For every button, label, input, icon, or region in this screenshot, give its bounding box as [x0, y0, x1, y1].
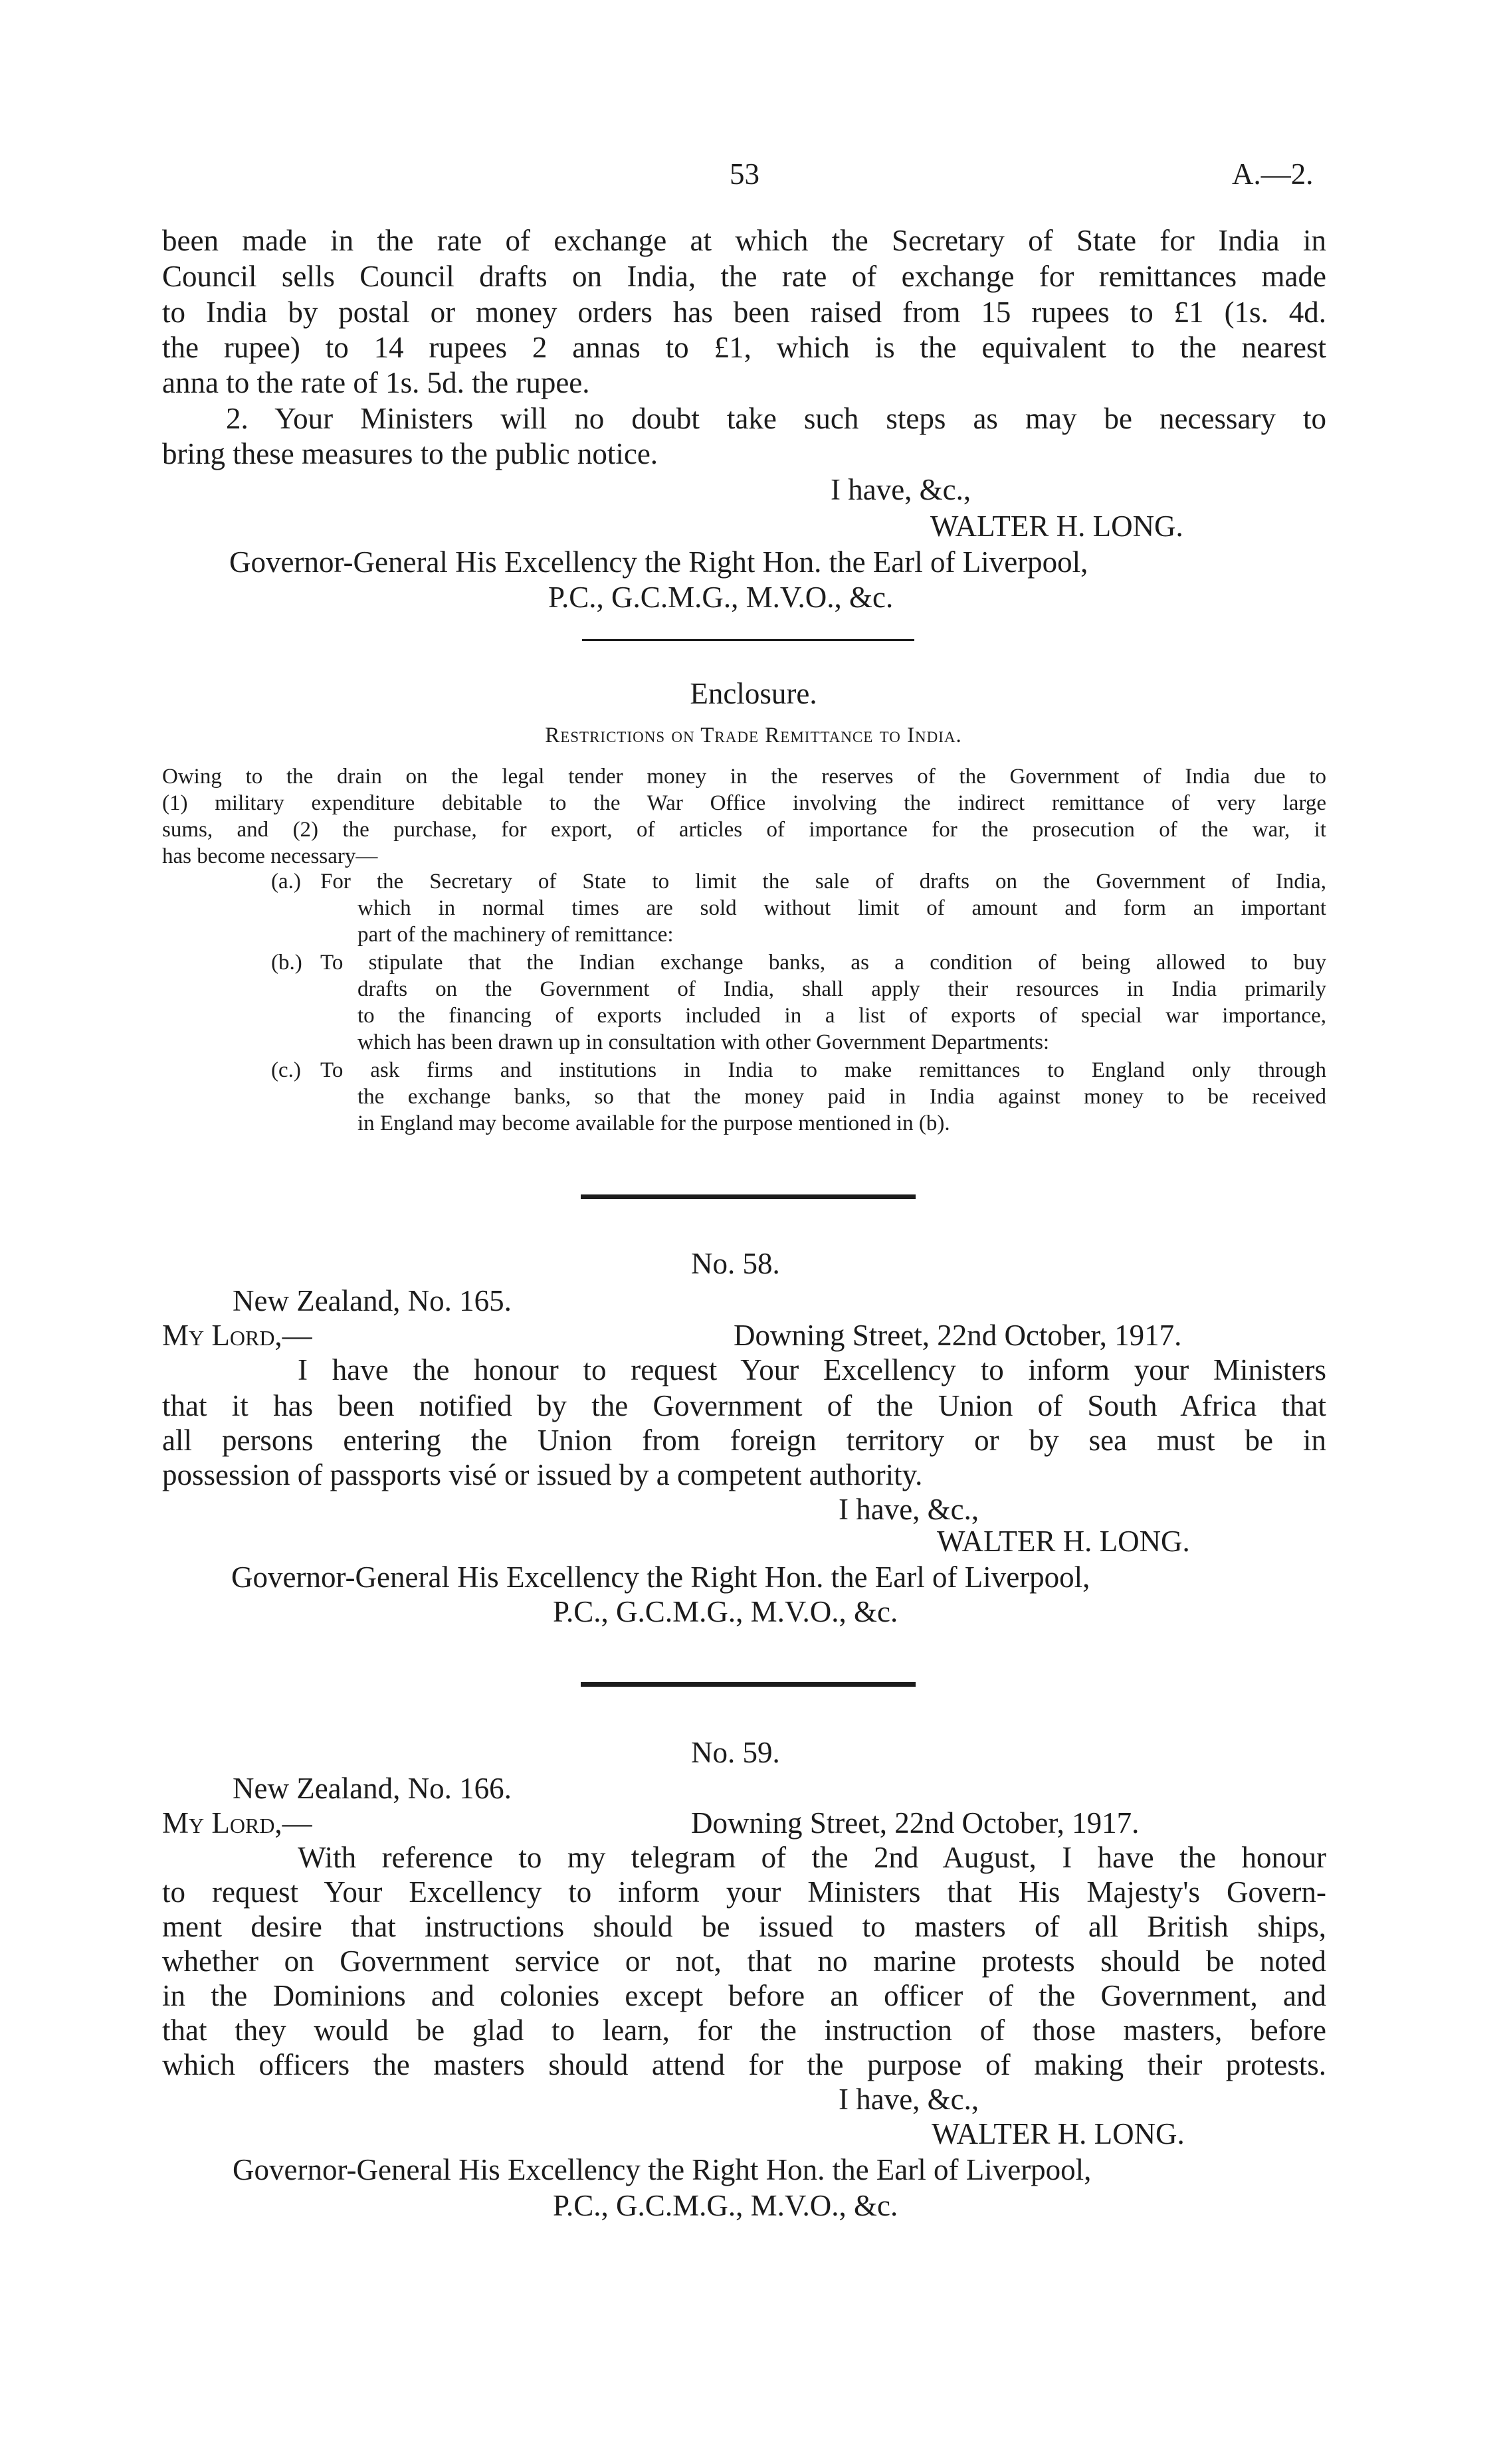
- addressee: Governor-General His Excellency the Right Hon. the Earl of Liverpool,: [229, 545, 1088, 579]
- letter-reference: New Zealand, No. 165.: [233, 1284, 512, 1317]
- section-divider-thick: [581, 1682, 916, 1687]
- body-line: bring these measures to the public notice.: [162, 437, 658, 470]
- body-line: With reference to my telegram of the 2nd August, I have the honour: [298, 1841, 1326, 1874]
- letter-reference: New Zealand, No. 166.: [233, 1772, 512, 1805]
- addressee-honours: P.C., G.C.M.G., M.V.O., &c.: [548, 581, 894, 614]
- enclosure-intro-line: Owing to the drain on the legal tender money in the reserves of the Government of India due to: [162, 765, 1326, 789]
- section-divider: [582, 639, 914, 641]
- body-line: ment desire that instructions should be issued to masters of all British ships,: [162, 1910, 1326, 1943]
- addressee-honours: P.C., G.C.M.G., M.V.O., &c.: [553, 1595, 898, 1628]
- item-marker-a: (a.): [271, 870, 301, 894]
- enclosure-item-line: To ask firms and institutions in India to make remittances to England only through: [320, 1058, 1326, 1082]
- closing: I have, &c.,: [831, 473, 971, 506]
- signature: WALTER H. LONG.: [930, 510, 1183, 543]
- place-date: Downing Street, 22nd October, 1917.: [734, 1319, 1182, 1352]
- enclosure-item-line: To stipulate that the Indian exchange banks, as a condition of being allowed to buy: [320, 951, 1326, 975]
- enclosure-title: Enclosure.: [690, 677, 817, 710]
- addressee: Governor-General His Excellency the Right Hon. the Earl of Liverpool,: [233, 2153, 1092, 2186]
- enclosure-item-line: which in normal times are sold without limit of amount and form an important: [357, 896, 1326, 920]
- body-line: to request Your Excellency to inform your Ministers that His Majesty's Govern-: [162, 1875, 1326, 1909]
- item-marker-c: (c.): [271, 1058, 301, 1082]
- addressee: Governor-General His Excellency the Right Hon. the Earl of Liverpool,: [231, 1561, 1090, 1594]
- enclosure-item-line: the exchange banks, so that the money paid in India against money to be received: [357, 1085, 1326, 1109]
- enclosure-item-line: which has been drawn up in consultation with other Government Departments:: [357, 1030, 1050, 1054]
- body-line: which officers the masters should attend for the purpose of making their protests.: [162, 2048, 1326, 2081]
- body-line: in the Dominions and colonies except before an officer of the Government, and: [162, 1979, 1326, 2012]
- page-number: 53: [730, 157, 759, 191]
- closing: I have, &c.,: [839, 2083, 979, 2116]
- letter-number: No. 58.: [691, 1247, 780, 1280]
- salutation: My Lord,—: [162, 1806, 312, 1840]
- body-line: all persons entering the Union from foreign territory or by sea must be in: [162, 1424, 1326, 1457]
- enclosure-subtitle: Restrictions on Trade Remittance to India.: [545, 723, 962, 747]
- section-divider-thick: [581, 1194, 916, 1199]
- enclosure-item-line: part of the machinery of remittance:: [357, 923, 674, 947]
- body-line: to India by postal or money orders has been raised from 15 rupees to £1 (1s. 4d.: [162, 296, 1326, 329]
- body-line: whether on Government service or not, that no marine protests should be noted: [162, 1944, 1326, 1978]
- enclosure-intro-line: (1) military expenditure debitable to the War Office involving the indirect remittance of very large: [162, 791, 1326, 815]
- signature: WALTER H. LONG.: [932, 2117, 1185, 2150]
- body-line: I have the honour to request Your Excellency to inform your Ministers: [298, 1353, 1326, 1386]
- signature: WALTER H. LONG.: [937, 1525, 1190, 1558]
- place-date: Downing Street, 22nd October, 1917.: [691, 1806, 1140, 1840]
- closing: I have, &c.,: [839, 1493, 979, 1526]
- body-line: anna to the rate of 1s. 5d. the rupee.: [162, 366, 590, 399]
- body-line: the rupee) to 14 rupees 2 annas to £1, which is the equivalent to the nearest: [162, 331, 1326, 364]
- enclosure-intro-line: sums, and (2) the purchase, for export, of articles of importance for the prosecution of the war, it: [162, 818, 1326, 842]
- letter-number: No. 59.: [691, 1736, 780, 1769]
- body-line: possession of passports visé or issued by a competent authority.: [162, 1458, 923, 1491]
- addressee-honours: P.C., G.C.M.G., M.V.O., &c.: [553, 2189, 898, 2222]
- body-line: 2. Your Ministers will no doubt take such steps as may be necessary to: [226, 402, 1326, 435]
- item-marker-b: (b.): [271, 951, 302, 975]
- body-line: been made in the rate of exchange at which the Secretary of State for India in: [162, 224, 1326, 257]
- body-line: that it has been notified by the Government of the Union of South Africa that: [162, 1389, 1326, 1422]
- enclosure-item-line: drafts on the Government of India, shall apply their resources in India primarily: [357, 977, 1326, 1001]
- document-reference: A.—2.: [1232, 157, 1314, 191]
- body-line: that they would be glad to learn, for the instruction of those masters, before: [162, 2014, 1326, 2047]
- enclosure-item-line: For the Secretary of State to limit the sale of drafts on the Government of India,: [320, 870, 1326, 894]
- enclosure-intro-line: has become necessary—: [162, 844, 378, 868]
- salutation: My Lord,—: [162, 1319, 312, 1352]
- enclosure-item-line: to the financing of exports included in a list of exports of special war importance,: [357, 1004, 1326, 1028]
- enclosure-item-line: in England may become available for the purpose mentioned in (b).: [357, 1111, 950, 1135]
- body-line: Council sells Council drafts on India, the rate of exchange for remittances made: [162, 260, 1326, 293]
